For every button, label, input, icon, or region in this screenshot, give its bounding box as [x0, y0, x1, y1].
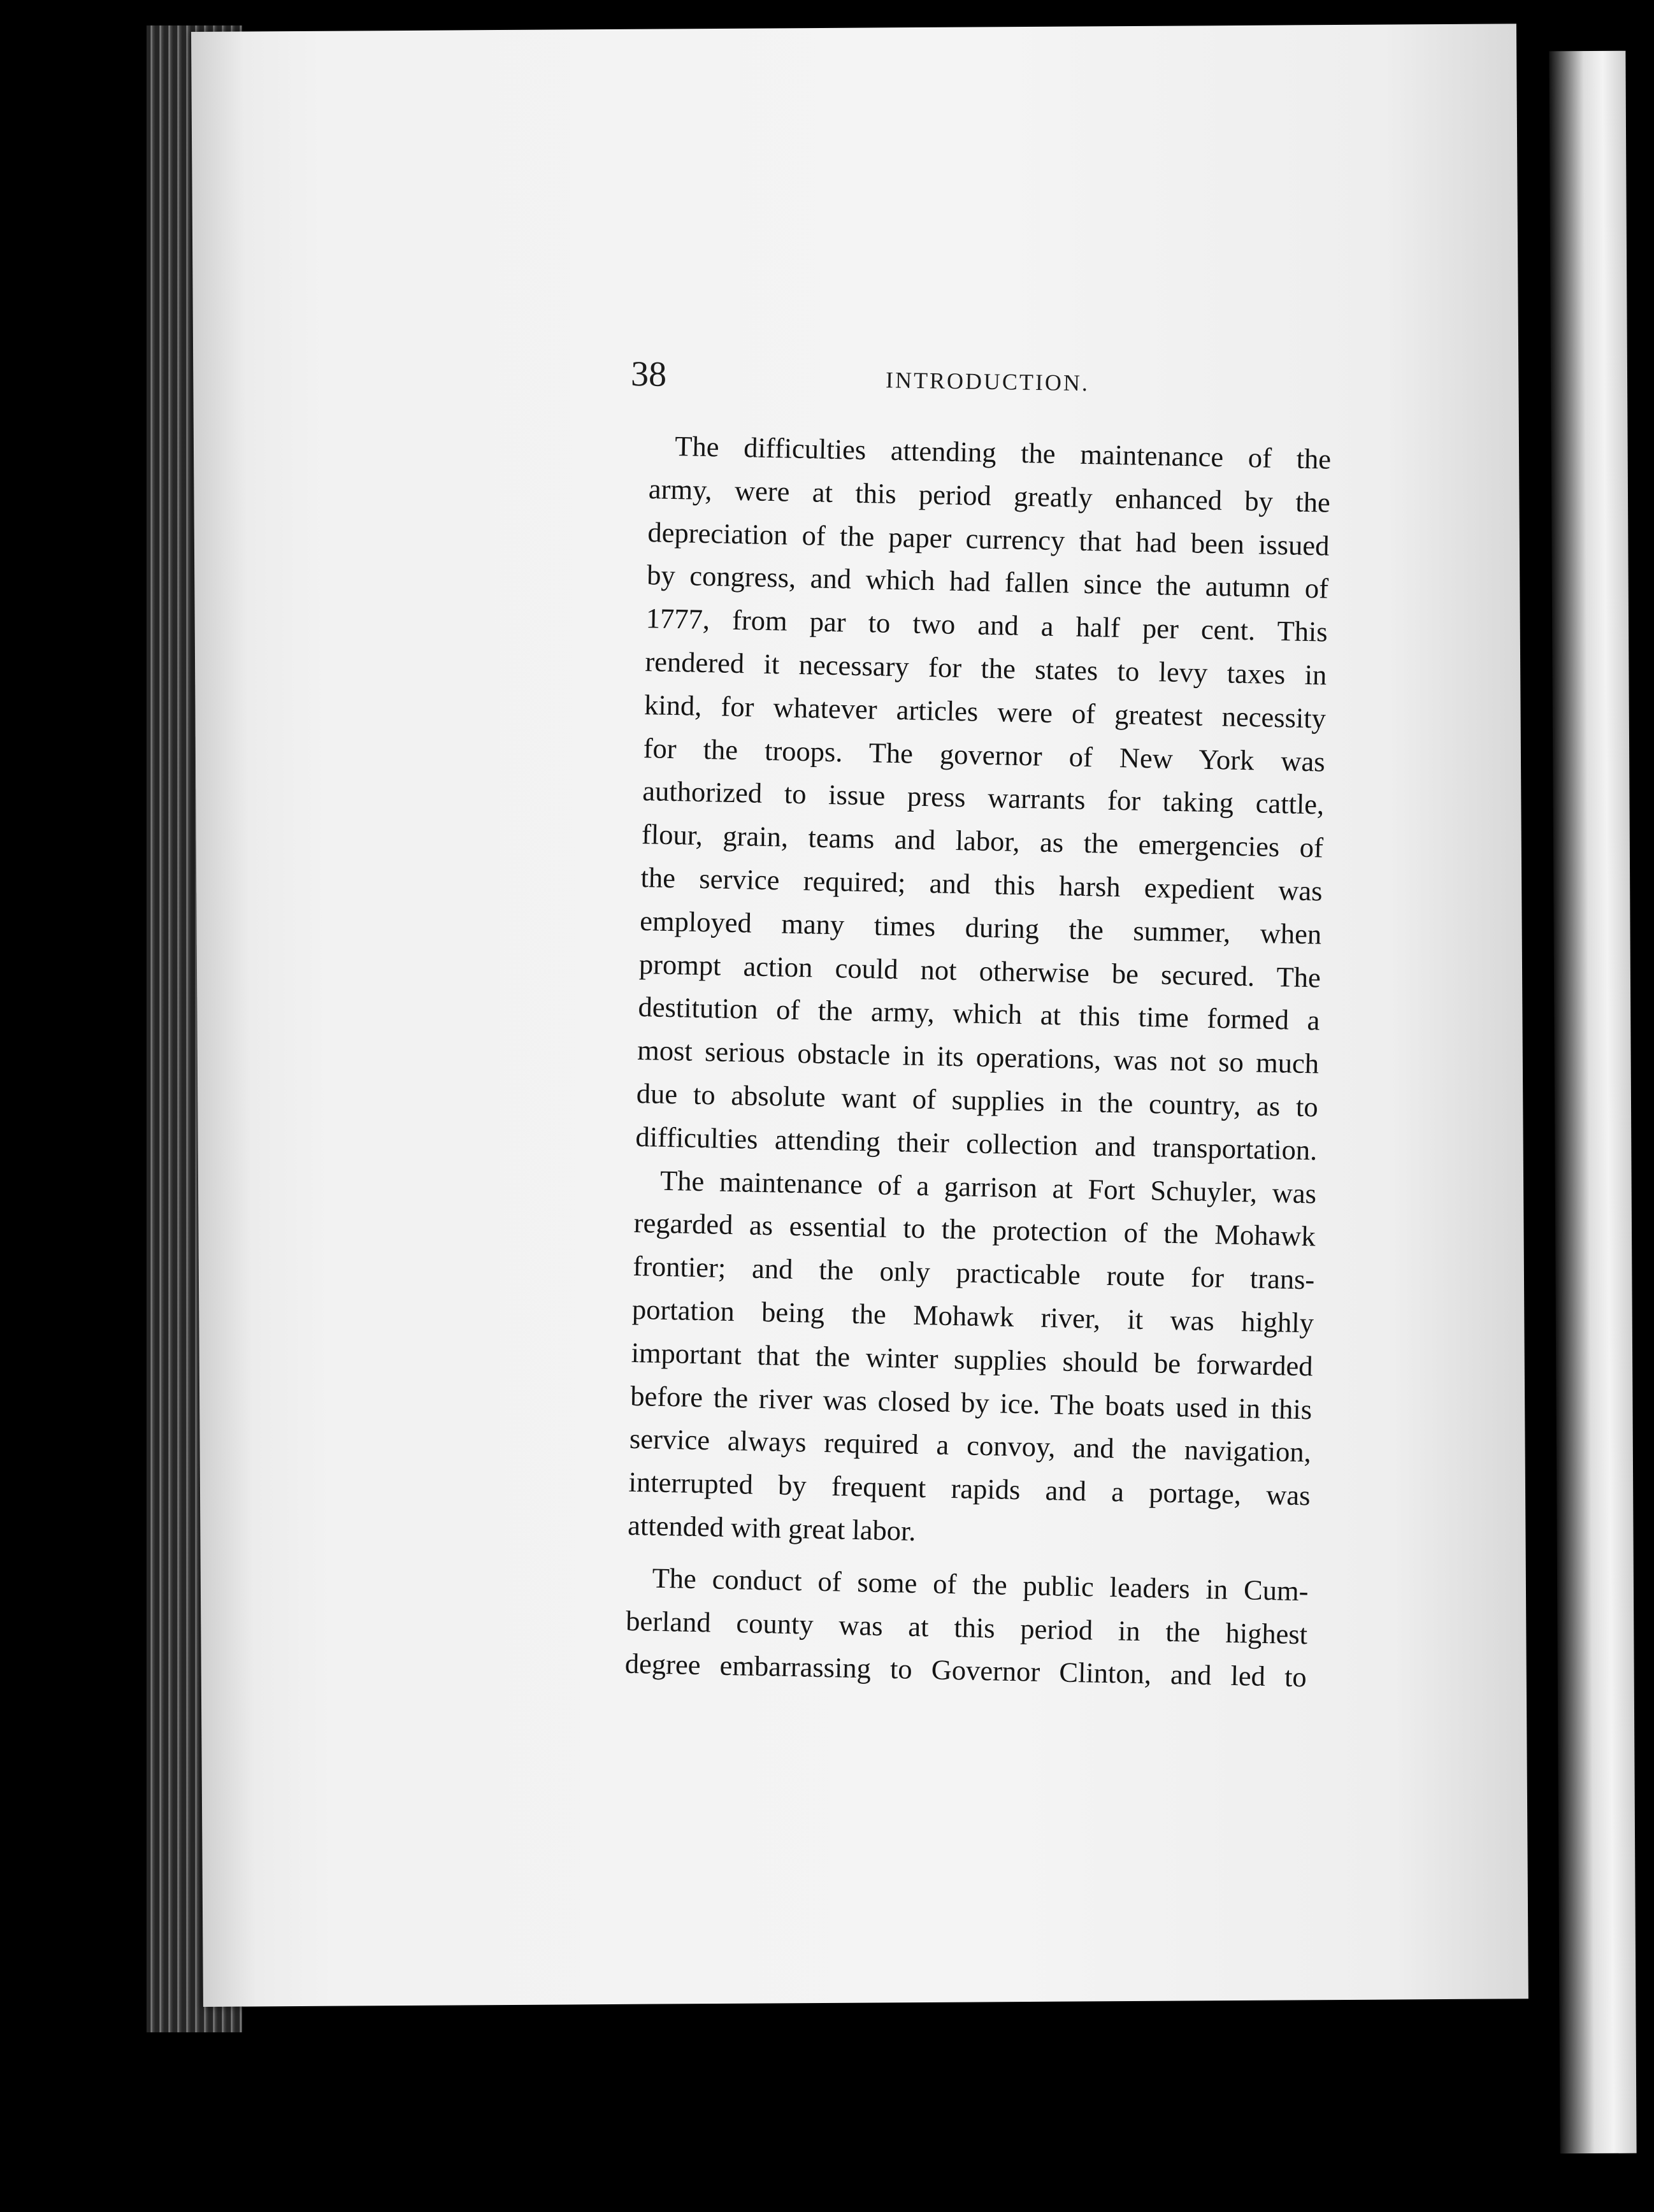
text-line: destitution of the army, which at this time formed a — [638, 991, 1320, 1037]
text-line: by congress, and which had fallen since the autumn of — [646, 559, 1329, 605]
text-line: frontier; and the only practicable route for trans- — [632, 1250, 1315, 1296]
text-line: portation being the Mohawk river, it was highly — [631, 1293, 1314, 1339]
text-line: berland county was at this period in the highest — [625, 1604, 1308, 1650]
text-line: due to absolute want of supplies in the country, as to — [636, 1077, 1319, 1123]
text-line: authorized to issue press warrants for taking cattle, — [642, 775, 1325, 821]
text-line: The maintenance of a garrison at Fort Schuyler, was — [659, 1164, 1317, 1209]
text-line: attended with great labor. — [627, 1509, 916, 1547]
text-line: depreciation of the paper currency that had been issued — [647, 515, 1330, 562]
paragraph-1 — [597, 424, 1332, 1172]
body-text — [586, 424, 1332, 1699]
text-line: regarded as essential to the protection of the Mohawk — [633, 1207, 1316, 1253]
text-line: kind, for whatever articles were of greatest necessity — [644, 688, 1327, 735]
facing-page-edge — [1549, 51, 1636, 2154]
page-number: 38 — [630, 354, 667, 394]
text-line: The conduct of some of the public leaders in Cum- — [652, 1562, 1309, 1607]
text-line: most serious obstacle in its operations, was not so much — [636, 1034, 1320, 1080]
text-line: The difficulties attending the maintenance of the — [674, 430, 1332, 475]
text-line: degree embarrassing to Governor Clinton, and led to — [624, 1648, 1307, 1693]
text-line: army, were at this period greatly enhanced by the — [648, 472, 1331, 519]
text-line: prompt action could not otherwise be secured. The — [638, 947, 1321, 994]
text-line: employed many times during the summer, when — [639, 904, 1322, 951]
running-head: INTRODUCTION. — [885, 367, 1090, 396]
paragraph-2 — [589, 1158, 1317, 1561]
text-line: before the river was closed by ice. The boats used in this — [629, 1379, 1312, 1425]
text-line: the service required; and this harsh expedient was — [640, 861, 1323, 907]
text-line: flour, grain, teams and labor, as the emergencies of — [641, 818, 1324, 864]
text-line: service always required a convoy, and the navigation, — [629, 1423, 1312, 1469]
text-line: difficulties attending their collection and transportation. — [635, 1120, 1318, 1167]
text-line: rendered it necessary for the states to levy taxes in — [645, 645, 1327, 691]
text-line: interrupted by frequent rapids and a portage, was — [628, 1465, 1311, 1512]
text-line: for the troops. The governor of New York was — [643, 731, 1326, 778]
paragraph-3 — [586, 1555, 1309, 1699]
text-line: 1777, from par to two and a half per cent. This — [645, 602, 1328, 648]
text-line: important that the winter supplies should be forwarded — [631, 1336, 1314, 1382]
